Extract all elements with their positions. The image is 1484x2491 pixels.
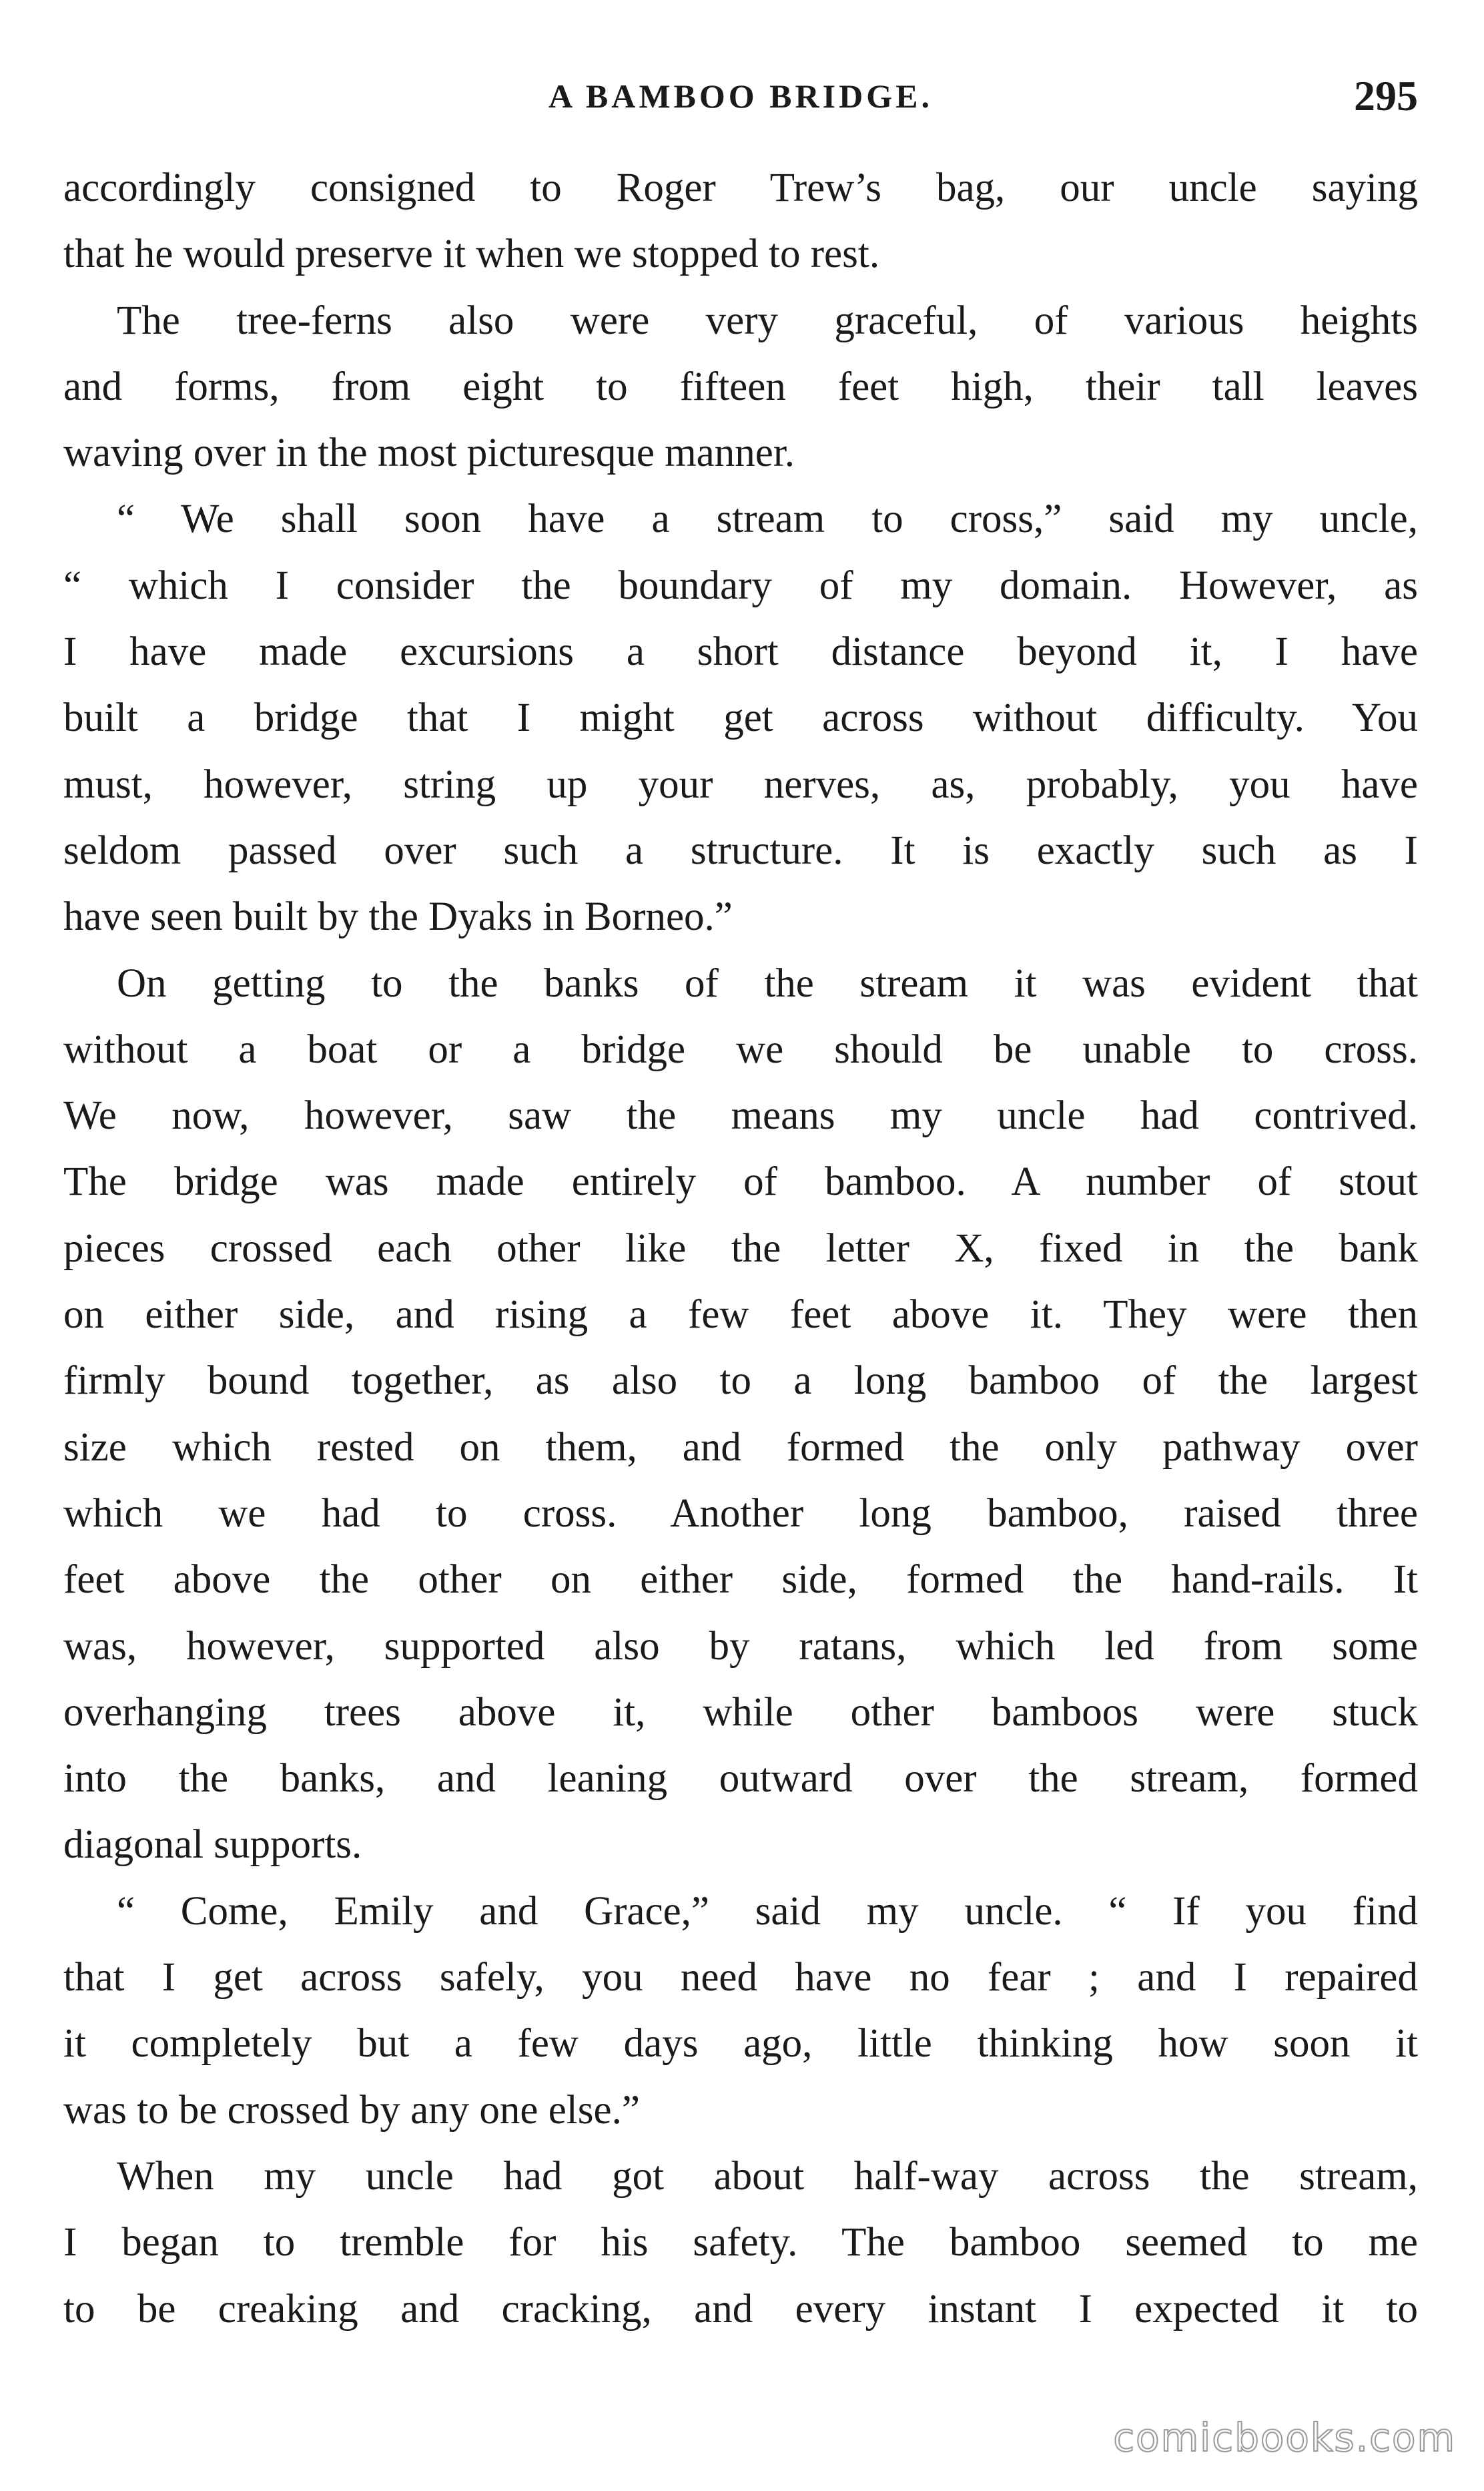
text-line: to be creaking and cracking, and every instant I expected it to [63,2286,1418,2331]
text-line: on either side, and rising a few feet above it. They were then [63,1292,1418,1338]
text-line: without a boat or a bridge we should be unable to cross. [63,1027,1418,1072]
text-line: accordingly consigned to Roger Trew’s bag, our uncle saying [63,166,1418,210]
text-line: feet above the other on either side, formed the hand-rails. It [63,1557,1418,1603]
text-line: it completely but a few days ago, little thinking how soon it [63,2021,1418,2066]
text-line: overhanging trees above it, while other bamboos were stuck [63,1689,1418,1735]
text-line: pieces crossed each other like the letter X, fixed in the bank [63,1225,1418,1271]
text-line: firmly bound together, as also to a long bamboo of the largest [63,1358,1418,1404]
text-line: “ We shall soon have a stream to cross,” said my uncle, [117,497,1418,542]
text-line: waving over in the most picturesque manner. [63,431,795,476]
text-line: On getting to the banks of the stream it was evident that [117,960,1418,1006]
text-line: size which rested on them, and formed the only pathway over [63,1424,1418,1470]
text-line: I have made excursions a short distance beyond it, I have [63,629,1418,675]
text-line: that I get across safely, you need have no fear ; and I repaired [63,1955,1418,2000]
text-line: When my uncle had got about half-way across the stream, [117,2153,1418,2199]
text-line: was to be crossed by any one else.” [63,2087,640,2133]
text-line: which we had to cross. Another long bamboo, raised three [63,1490,1418,1536]
running-title: A BAMBOO BRIDGE. [548,77,933,115]
text-line: The bridge was made entirely of bamboo. A number of stout [63,1159,1418,1205]
text-line: The tree-ferns also were very graceful, of various heights [117,298,1418,343]
text-line: “ which I consider the boundary of my domain. However, as [63,563,1418,608]
text-line: and forms, from eight to fifteen feet high, their tall leaves [63,364,1418,409]
text-line: into the banks, and leaning outward over the stream, formed [63,1756,1418,1802]
text-line: that he would preserve it when we stopped to rest. [63,232,880,277]
text-line: seldom passed over such a structure. It is exactly such as I [63,828,1418,873]
text-line: have seen built by the Dyaks in Borneo.” [63,894,733,940]
text-line: “ Come, Emily and Grace,” said my uncle. “ If you find [117,1888,1418,1934]
page-number: 295 [1354,72,1418,119]
text-line: was, however, supported also by ratans, which led from some [63,1623,1418,1669]
watermark: comicbooks.com [1113,2415,1456,2460]
text-line: diagonal supports. [63,1822,362,1868]
text-line: We now, however, saw the means my uncle had contrived. [63,1093,1418,1139]
body-text [63,155,1418,2342]
text-line: built a bridge that I might get across without difficulty. You [63,696,1418,741]
running-head [63,69,1418,123]
text-line: must, however, string up your nerves, as, probably, you have [63,762,1418,807]
text-line: I began to tremble for his safety. The bamboo seemed to me [63,2220,1418,2265]
